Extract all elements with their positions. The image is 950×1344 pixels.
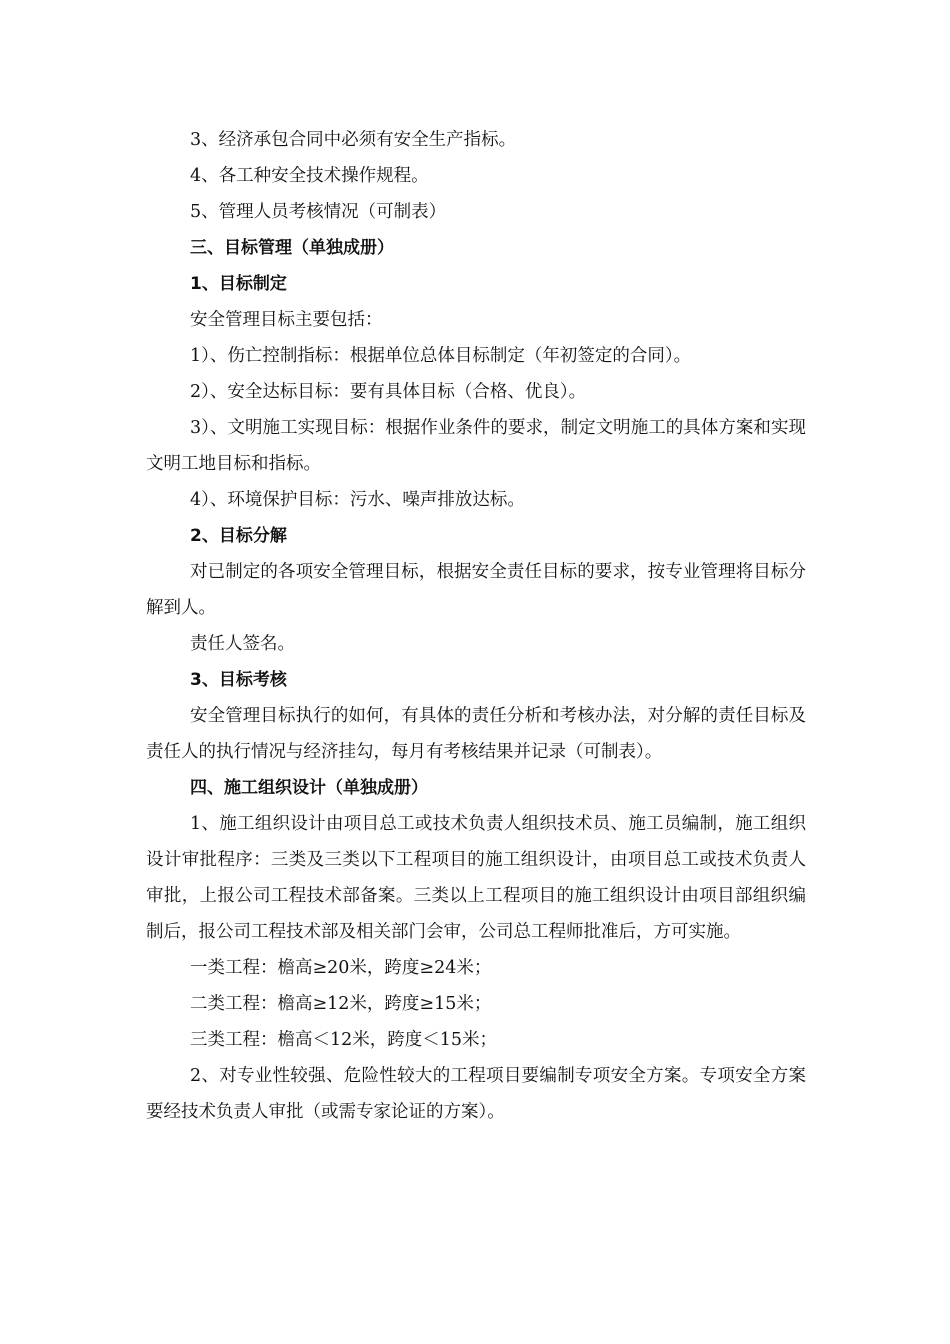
subsection-heading: 1、目标制定 xyxy=(190,274,287,294)
document-body xyxy=(146,122,806,1130)
list-item: 5、管理人员考核情况（可制表） xyxy=(190,202,447,222)
list-item: 三类工程：檐高＜12米，跨度＜15米； xyxy=(190,1030,498,1050)
subsection-heading: 3、目标考核 xyxy=(190,670,287,690)
list-item: 二类工程：檐高≥12米，跨度≥15米； xyxy=(190,994,492,1014)
section-heading: 三、目标管理（单独成册） xyxy=(190,238,394,258)
list-item: 一类工程：檐高≥20米，跨度≥24米； xyxy=(190,958,492,978)
section-heading: 四、施工组织设计（单独成册） xyxy=(190,778,428,798)
paragraph: 2、对专业性较强、危险性较大的工程项目要编制专项安全方案。专项安全方案要经技术负责人审批（或需专家论证的方案）。 xyxy=(146,1066,806,1122)
list-item: 3）、文明施工实现目标：根据作业条件的要求，制定文明施工的具体方案和实现文明工地目标和指标。 xyxy=(146,418,806,474)
subsection-heading: 2、目标分解 xyxy=(190,526,287,546)
list-item: 4、各工种安全技术操作规程。 xyxy=(190,166,429,186)
list-item: 3、经济承包合同中必须有安全生产指标。 xyxy=(190,130,517,150)
paragraph: 责任人签名。 xyxy=(190,634,295,654)
list-item: 1）、伤亡控制指标：根据单位总体目标制定（年初签定的合同）。 xyxy=(190,346,692,366)
list-item: 4）、环境保护目标：污水、噪声排放达标。 xyxy=(190,490,525,510)
paragraph: 安全管理目标主要包括： xyxy=(190,310,383,330)
paragraph: 1、施工组织设计由项目总工或技术负责人组织技术员、施工员编制，施工组织设计审批程序：三类及三类以下工程项目的施工组织设计，由项目总工或技术负责人审批，上报公司工程技术部备案。三类以上工程项目的施工组织设计由项目部组织编制后，报公司工程技术部及相关部门会审，公司总工程师批准后，方可实施。 xyxy=(146,814,806,942)
paragraph: 对已制定的各项安全管理目标，根据安全责任目标的要求，按专业管理将目标分解到人。 xyxy=(146,562,806,618)
list-item: 2）、安全达标目标：要有具体目标（合格、优良）。 xyxy=(190,382,587,402)
paragraph: 安全管理目标执行的如何，有具体的责任分析和考核办法，对分解的责任目标及责任人的执行情况与经济挂勾，每月有考核结果并记录（可制表）。 xyxy=(146,706,806,762)
